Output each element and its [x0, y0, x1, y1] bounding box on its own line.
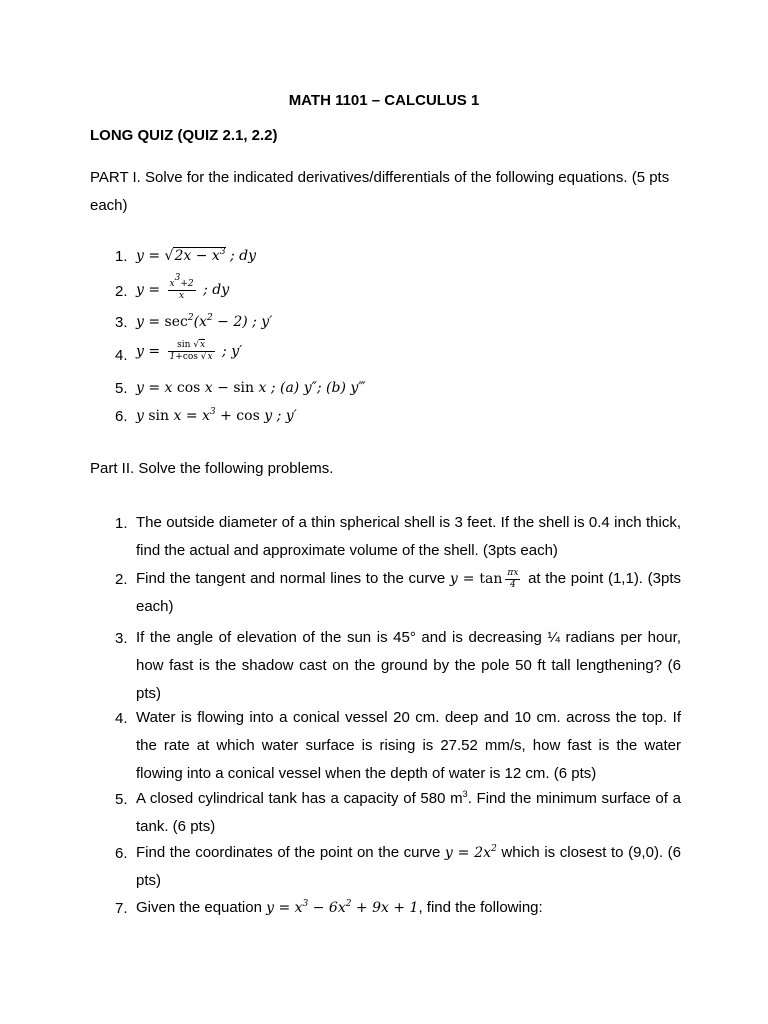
part1-item-number: 2. [115, 283, 128, 300]
part1-item-number: 4. [115, 347, 128, 364]
part2-item-number: 5. [115, 791, 128, 808]
part1-item-number: 6. [115, 408, 128, 425]
part2-item-number: 3. [115, 630, 128, 647]
part1-item-expression: y = x cos x − sin x ; (a) y″; (b) y‴ [136, 380, 366, 396]
part2-item-text: A closed cylindrical tank has a capacity of 580 $m^3$. Find the minimum surface of a tank. (6 pts) [136, 789, 681, 835]
part1-instructions: PART I. Solve for the indicated derivatives/differentials of the following equations. (5 pts each) [90, 169, 670, 214]
part2-item-number: 1. [115, 515, 128, 532]
part2-item-text: Find the coordinates of the point on the curve $y = 2x^2$ which is closest to (9,0). (6 pts) [136, 844, 682, 889]
part2-item-number: 6. [115, 845, 128, 862]
part1-item-number: 1. [115, 248, 128, 265]
part1-item-expression: $y = √2x - x^3$ ; dy [136, 247, 257, 264]
quiz-title: MATH 1101 – CALCULUS 1 [288, 92, 480, 109]
part1-item-expression: $y = \sec^2(x^2 - 2)$ ; y′ [136, 313, 273, 330]
part2-item-number: 2. [115, 571, 128, 588]
part1-item-expression: y $\sin x = x^3 + \cos y$ ; y′ [136, 407, 297, 424]
part2-item-text: Water is flowing into a conical vessel 20 cm. deep and 10 cm. across the top. If the rate at which water surface is rising is 27.52 mm/s, how fast is the water flowing into a conical vessel when the depth of water is 12 cm. (6 pts) [136, 709, 681, 782]
part2-item-text: Given the equation $y = x^3 - 6x^2 + 9x + 1$, find the following: [136, 899, 543, 916]
part2-item-number: 4. [115, 710, 128, 727]
part2-item-number: 7. [115, 900, 128, 917]
quiz-subtitle: LONG QUIZ (QUIZ 2.1, 2.2) [90, 127, 278, 144]
part2-item-text: If the angle of elevation of the sun is 45° and is decreasing ¼ radians per hour, how fast is the shadow cast on the ground by the pole 50 ft tall lengthening? (6 pts) [136, 629, 681, 702]
part2-instructions: Part II. Solve the following problems. [90, 460, 334, 477]
part1-item-number: 5. [115, 380, 128, 397]
part1-item-expression: y = $\frac{\sin √x}{1+\cos √x}$ ; y′ [136, 340, 243, 362]
part2-item-text: The outside diameter of a thin spherical shell is 3 feet. If the shell is 0.4 inch thick, find the actual and approximate volume of the shell. (3pts each) [136, 514, 681, 559]
part1-item-number: 3. [115, 314, 128, 331]
part1-item-expression: y = $\frac{x^3+2}{x}$ ; dy [136, 273, 230, 301]
part2-item-text: Find the tangent and normal lines to the curve y = tan $\frac{\pi x}{4}$ at the point (1,1). (3pts each) [136, 567, 681, 615]
